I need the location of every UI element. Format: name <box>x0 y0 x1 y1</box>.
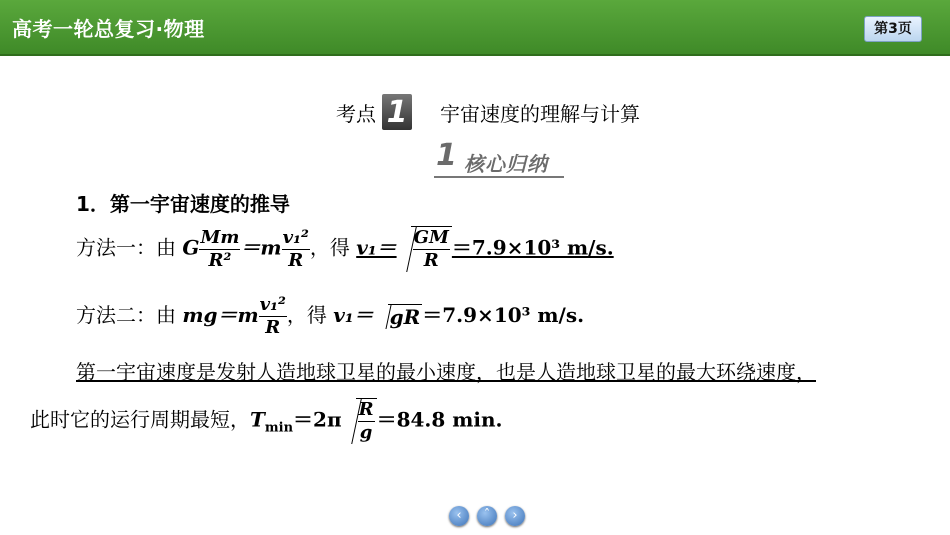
method-one-line <box>76 226 614 272</box>
first-cosmic-speed-statement: 第一宇宙速度是发射人造地球卫星的最小速度，也是人造地球卫星的最大环绕速度， <box>76 360 816 384</box>
method-two-line <box>76 294 584 339</box>
method-one-label: 方法一：由 <box>76 235 176 260</box>
sqrt-expression <box>411 226 452 272</box>
section-heading <box>434 140 564 178</box>
get-text: ，得 <box>309 235 350 260</box>
equals-m: ＝m <box>240 235 282 260</box>
topic-number-icon: 1 <box>382 94 412 130</box>
sqrt-expression <box>356 398 377 444</box>
method-two-label: 方法二：由 <box>76 303 176 327</box>
frac-numerator: v₁² <box>259 294 286 315</box>
frac-denominator: g <box>359 422 373 443</box>
period-symbol: T <box>250 407 265 432</box>
frac-numerator: GM <box>413 227 449 248</box>
topic-text: 宇宙速度的理解与计算 <box>440 101 640 126</box>
prev-page-button[interactable]: ‹ <box>449 506 469 526</box>
topic-title <box>336 92 640 132</box>
page-number-badge: 第3页 <box>864 16 922 42</box>
frac-denominator: R² <box>208 249 232 271</box>
section-label: 核心归纳 <box>464 152 548 176</box>
header-bar <box>0 0 950 56</box>
method-two-result: ＝7.9×10³ m/s. <box>422 303 585 327</box>
frac-denominator: R <box>288 249 304 271</box>
section-number: 1 <box>436 138 457 173</box>
period-line <box>30 398 503 444</box>
v1-symbol: v₁＝ <box>333 303 374 327</box>
v1-symbol: v₁＝ <box>356 235 397 260</box>
period-subscript: min <box>264 420 294 436</box>
period-result: ＝84.8 min. <box>376 407 503 432</box>
frac-denominator: R <box>265 317 281 338</box>
mass-fraction <box>199 227 240 272</box>
velocity-fraction <box>282 227 310 272</box>
method-one-result: ＝7.9×10³ m/s. <box>451 235 614 260</box>
frac-numerator: v₁² <box>282 226 309 248</box>
equals-2pi: ＝2π <box>293 407 342 432</box>
sqrt-gr: gR <box>389 305 421 329</box>
frac-numerator: Mm <box>200 226 240 248</box>
frac-denominator: R <box>423 250 439 271</box>
velocity-fraction <box>259 294 287 339</box>
frac-numerator: R <box>358 399 374 420</box>
next-page-button[interactable]: › <box>505 506 525 526</box>
get-text: ，得 <box>286 303 327 327</box>
mg-expression: mg＝m <box>182 303 259 327</box>
gravity-constant: G <box>182 235 200 260</box>
home-button[interactable]: ˆ <box>477 506 497 526</box>
course-title: 高考一轮总复习·物理 <box>12 17 205 41</box>
period-text: 此时它的运行周期最短， <box>30 407 250 432</box>
derivation-heading: 1．第一宇宙速度的推导 <box>76 192 290 216</box>
topic-prefix: 考点 <box>336 101 376 126</box>
